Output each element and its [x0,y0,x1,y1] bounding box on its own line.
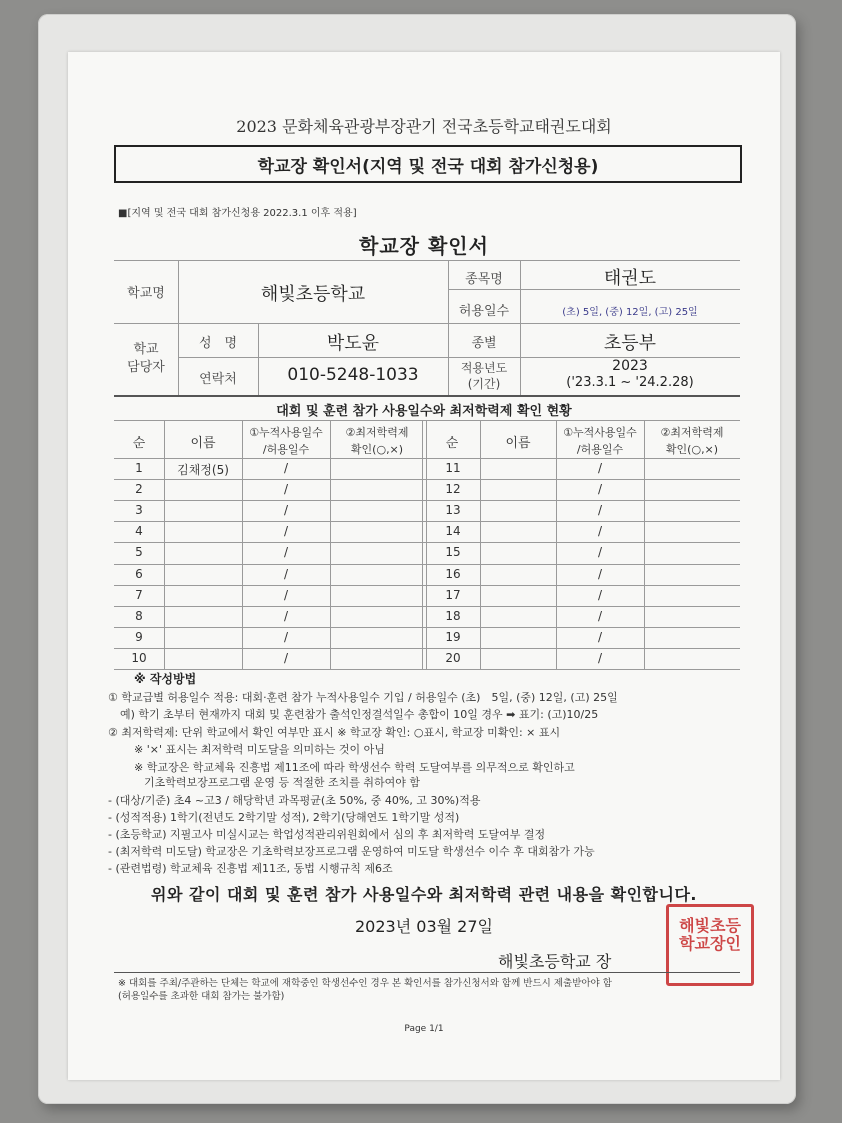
year-label-1: 적용년도 [460,361,508,375]
row-no: 9 [135,629,143,644]
period-value: ('23.3.1 ~ '24.2.28) [566,375,694,390]
row-days: / [597,587,603,602]
col-name-right: 이름 [505,436,531,451]
division-value: 초등부 [603,333,657,354]
row-no: 10 [131,650,147,665]
note-line-5: ※ 학교장은 학교체육 진흥법 제11조에 따라 학생선수 학력 도달여부를 의무적으로 확인하고 [134,761,575,774]
row-no: 11 [445,461,461,475]
form-heading: 학교장 확인서(지역 및 전국 대회 참가신청용) [257,157,599,177]
sport-label: 종목명 [465,272,503,287]
note-line-10: - (최저학력 미도달) 학교장은 기초학력보장프로그램 운영하여 미도달 학생선수 이수 후 대회참가 가능 [108,845,595,858]
footnote-line-1: ※ 대회를 주최/주관하는 단체는 학교에 재학중인 학생선수인 경우 본 확인서를 참가신청서와 함께 반드시 제출받아야 함 [118,978,612,989]
col-check-right-1: ②최저학력제 [660,426,724,439]
note-line-4: ※ '×' 표시는 최저학력 미도달을 의미하는 것이 아님 [134,743,385,756]
declaration: 위와 같이 대회 및 훈련 참가 사용일수와 최저학력 관련 내용을 확인합니다. [151,885,697,904]
note-line-6: 기초학력보장프로그램 운영 등 적절한 조치를 취하여야 함 [144,776,421,789]
row-days: / [597,503,603,518]
note-line-9: - (초등학교) 지필고사 미실시교는 학업성적관리위원회에서 심의 후 최저학력 도달여부 결정 [108,828,546,841]
row-days: / [597,545,603,560]
manager-label-1: 학교 [133,342,159,357]
section-title: 대회 및 훈련 참가 사용일수와 최저학력제 확인 현황 [276,404,572,419]
col-no-right: 순 [445,436,459,451]
name-value: 박도윤 [326,333,380,354]
row-no: 2 [135,482,143,497]
row-days: / [597,608,603,623]
applied-note: ■[지역 및 전국 대회 참가신청용 2022.3.1 이후 적용] [118,208,357,219]
row-days: / [597,650,603,665]
row-no: 13 [445,503,461,518]
year-value: 2023 [612,358,648,374]
col-days-right-1: ①누적사용일수 [563,426,637,439]
row-days: / [283,461,289,475]
row-no: 5 [135,545,143,560]
footnote [118,977,612,1003]
row-no: 8 [135,608,143,623]
page-number: Page 1/1 [404,1024,444,1034]
allowed-days-value: (초) 5일, (중) 12일, (고) 25일 [562,307,698,318]
document-page [68,52,780,1080]
note-line-11: - (관련법령) 학교체육 진흥법 제11조, 동법 시행규칙 제6조 [108,862,393,875]
note-line-1: ① 학교급별 허용일수 적용: 대회·훈련 참가 누적사용일수 기입 / 허용일수 (초) 5일, (중) 12일, (고) 25일 [108,691,618,704]
row-days: / [283,629,289,644]
row-no: 16 [445,566,461,581]
form-title: 학교장 확인서 [359,234,489,258]
row-days: / [597,524,603,539]
row-days: / [283,650,289,665]
name-label: 성 명 [198,336,238,351]
school-value: 해빛초등학교 [260,284,366,305]
division-label: 종별 [471,336,497,351]
col-check-right-2: 확인(○,×) [665,443,719,456]
row-no: 18 [445,608,461,623]
row-no: 17 [445,587,461,602]
school-seal-stamp: 해빛초등 학교장인 [666,904,754,986]
row-days: / [283,587,289,602]
row-no: 6 [135,566,143,581]
row-days: / [597,482,603,497]
note-line-2: 예) 학기 초부터 현재까지 대회 및 훈련참가 출석인정결석일수 총합이 10일 경우 ➡ 표기: (고)10/25 [120,708,599,721]
col-days-right-2: /허용일수 [576,443,624,456]
contact-value: 010-5248-1033 [287,365,419,385]
note-line-3: ② 최저학력제: 단위 학교에서 확인 여부만 표시 ※ 학교장 확인: ○표시, 학교장 미확인: × 표시 [108,726,561,739]
allowed-days-label: 허용일수 [458,304,510,319]
col-check-left-2: 확인(○,×) [350,443,404,456]
row-days: / [597,566,603,581]
row-no: 4 [135,524,143,539]
col-no-left: 순 [132,436,146,451]
date: 2023년 03월 27일 [355,917,493,936]
row-days: / [283,524,289,539]
row-days: / [597,629,603,644]
row-no: 12 [445,482,461,497]
row-days: / [283,482,289,497]
row-no: 7 [135,587,143,602]
row-days: / [283,566,289,581]
row-no: 15 [445,545,461,560]
event-title: 2023 문화체육관광부장관기 전국초등학교태권도대회 [236,117,612,136]
row-days: / [283,608,289,623]
note-line-7: - (대상/기준) 초4 ~고3 / 해당학년 과목평균(초 50%, 중 40%, 고 30%)적용 [108,794,481,807]
row-no: 1 [135,461,143,475]
row-no: 19 [445,629,461,644]
contact-label: 연락처 [199,372,237,387]
principal-name: 해빛초등학교 장 [498,952,612,971]
row-no: 20 [445,650,461,665]
sport-value: 태권도 [603,268,657,289]
col-check-left-1: ②최저학력제 [345,426,409,439]
col-name-left: 이름 [190,436,216,451]
note-line-8: - (성적적용) 1학기(전년도 2학기말 성적), 2학기(당해연도 1학기말 성적) [108,811,460,824]
notes-title: ※ 작성방법 [134,672,197,686]
manager-label-2: 담당자 [127,360,165,375]
row-days: / [283,503,289,518]
col-days-left-1: ①누적사용일수 [249,426,323,439]
row-days: / [283,545,289,560]
row-no: 14 [445,524,461,539]
row-no: 3 [135,503,143,518]
school-label: 학교명 [127,286,165,301]
row-days: / [597,461,603,475]
row-name: 김채정(5) [177,463,229,477]
year-label-2: (기간) [467,377,501,391]
col-days-left-2: /허용일수 [262,443,310,456]
footnote-line-2: (허용일수를 초과한 대회 참가는 불가함) [118,991,285,1002]
